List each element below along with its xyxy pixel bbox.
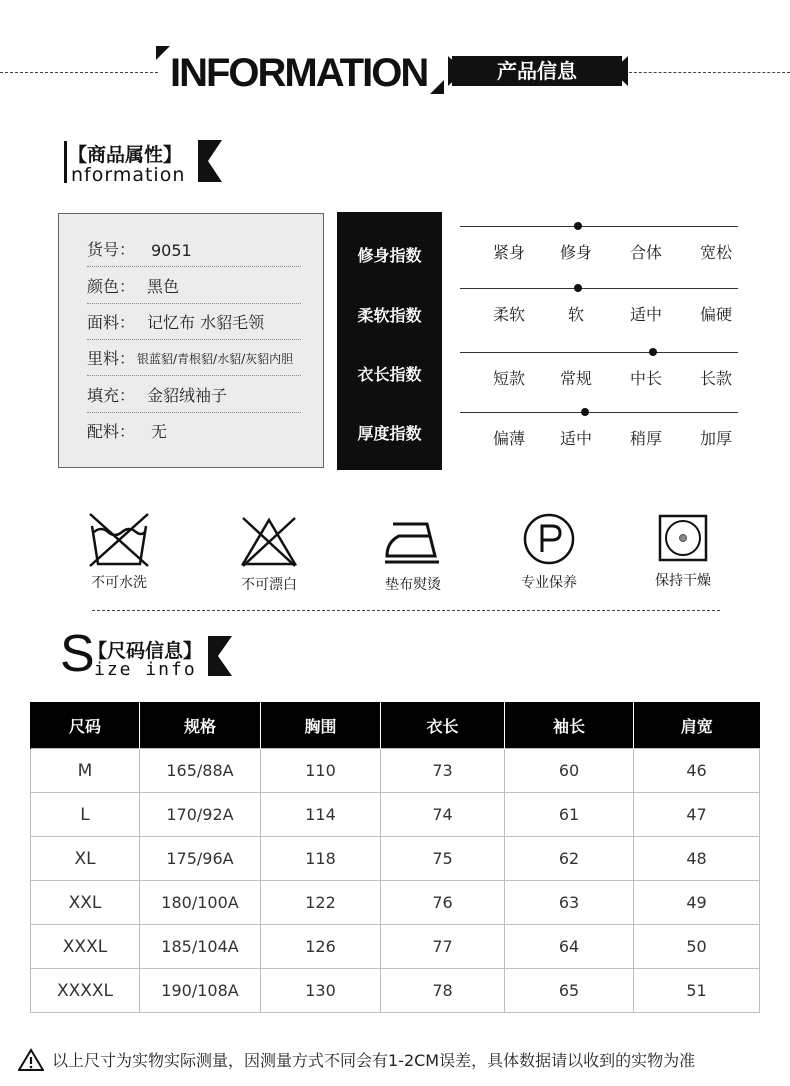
- table-row: [31, 749, 760, 793]
- index-option: 紧身: [492, 243, 525, 262]
- length-index-label: 衣长指数: [357, 365, 422, 384]
- tumble-dry-icon: [658, 514, 708, 562]
- fit-index-label: 修身指数: [357, 246, 422, 265]
- col-header-spec: 规格: [140, 702, 261, 749]
- table-cell: 77: [381, 925, 505, 969]
- product-row-filling: [87, 376, 301, 413]
- table-cell: 78: [381, 969, 505, 1013]
- table-cell: 114: [261, 793, 381, 837]
- table-cell: 61: [505, 793, 634, 837]
- table-cell: 190/108A: [140, 969, 261, 1013]
- table-cell: XL: [31, 837, 140, 881]
- index-option: 柔软: [492, 305, 525, 324]
- index-scale-line: [460, 412, 738, 413]
- table-cell: 47: [634, 793, 760, 837]
- index-label-panel: [337, 212, 442, 470]
- care-label: 不可水洗: [91, 575, 147, 591]
- product-row-sku: [87, 230, 301, 267]
- product-row-label: 面料：: [87, 313, 136, 332]
- size-section-initial: S: [60, 625, 95, 683]
- no-bleach-icon: [239, 514, 299, 568]
- information-title: INFORMATION: [170, 51, 428, 95]
- table-cell: M: [31, 749, 140, 793]
- product-section-subtitle-rest: nformation: [71, 164, 186, 186]
- table-row: [31, 837, 760, 881]
- product-section-subtitle: [70, 164, 185, 186]
- header-dash-left: [0, 72, 158, 73]
- table-cell: 126: [261, 925, 381, 969]
- iron-with-cloth-icon: [383, 516, 443, 566]
- size-section-subtitle: ize info: [94, 659, 197, 680]
- care-no-bleach: [214, 514, 324, 594]
- table-cell: 51: [634, 969, 760, 1013]
- table-cell: 73: [381, 749, 505, 793]
- index-option: 偏硬: [699, 305, 732, 324]
- table-cell: 110: [261, 749, 381, 793]
- footnote: 以上尺寸为实物实际测量，因测量方式不同会有1-2CM误差，具体数据请以收到的实物为准: [52, 1051, 696, 1070]
- header-dash-right: [624, 72, 790, 73]
- product-row-accessories: [87, 412, 301, 448]
- care-dry: [628, 514, 738, 590]
- header-corner-bottom-right: [430, 80, 444, 94]
- size-table-body: [31, 749, 760, 1013]
- col-header-length: 衣长: [381, 702, 505, 749]
- table-row: [31, 793, 760, 837]
- index-option: 短款: [492, 369, 525, 388]
- index-scale-marker: [581, 408, 589, 416]
- product-row-label: 配料：: [87, 422, 136, 441]
- product-row-label: 颜色：: [87, 277, 136, 296]
- care-label: 不可漂白: [241, 577, 297, 593]
- product-row-value: 9051: [151, 241, 192, 260]
- warning-icon: [18, 1048, 44, 1072]
- product-row-value: 银蓝貂/青根貂/水貂/灰貂内胆: [137, 352, 294, 366]
- table-cell: 64: [505, 925, 634, 969]
- col-header-sleeve: 袖长: [505, 702, 634, 749]
- table-cell: 63: [505, 881, 634, 925]
- table-cell: 50: [634, 925, 760, 969]
- index-scale-line: [460, 288, 738, 289]
- product-row-lining: [87, 339, 301, 376]
- index-option: 适中: [559, 429, 592, 448]
- table-cell: 62: [505, 837, 634, 881]
- table-cell: 48: [634, 837, 760, 881]
- product-row-label: 货号：: [87, 240, 136, 259]
- product-row-color: [87, 267, 301, 304]
- index-option: 稍厚: [629, 429, 662, 448]
- index-option: 长款: [699, 369, 732, 388]
- index-option: 偏薄: [492, 429, 525, 448]
- index-scale-marker: [649, 348, 657, 356]
- index-option: 宽松: [699, 243, 732, 262]
- table-cell: L: [31, 793, 140, 837]
- table-cell: 118: [261, 837, 381, 881]
- col-header-size: 尺码: [31, 702, 140, 749]
- col-header-shoulder: 肩宽: [634, 702, 760, 749]
- table-cell: 49: [634, 881, 760, 925]
- product-row-value: 金貂绒袖子: [147, 386, 228, 405]
- care-no-wash: [64, 512, 174, 592]
- table-cell: XXXL: [31, 925, 140, 969]
- product-row-label: 填充：: [87, 386, 136, 405]
- index-option: 软: [567, 305, 584, 324]
- index-scale-line: [460, 352, 738, 353]
- product-row-label: 里料：: [87, 349, 136, 368]
- care-iron-cloth: [358, 516, 468, 594]
- index-option: 适中: [629, 305, 662, 324]
- table-cell: 122: [261, 881, 381, 925]
- table-row: [31, 969, 760, 1013]
- table-cell: XXL: [31, 881, 140, 925]
- index-option: 中长: [629, 369, 662, 388]
- product-section-bar: [64, 141, 67, 183]
- product-row-value: 无: [151, 422, 168, 441]
- table-cell: 165/88A: [140, 749, 261, 793]
- care-label: 专业保养: [521, 575, 577, 591]
- size-section-title: 【尺码信息】: [88, 640, 203, 662]
- care-professional: [494, 512, 604, 592]
- section-chevron-icon: [198, 140, 222, 182]
- index-option: 合体: [629, 243, 662, 262]
- size-table-header: [31, 702, 760, 749]
- header-corner-top-left: [156, 46, 170, 60]
- index-scale-marker: [574, 284, 582, 292]
- thickness-index-label: 厚度指数: [357, 424, 422, 443]
- table-cell: 46: [634, 749, 760, 793]
- table-cell: 175/96A: [140, 837, 261, 881]
- product-attributes-box: [58, 213, 324, 468]
- index-option: 常规: [559, 369, 592, 388]
- index-option: 修身: [559, 243, 592, 262]
- size-table: [30, 702, 760, 1013]
- section-chevron-icon: [208, 636, 232, 676]
- product-row-fabric: [87, 303, 301, 340]
- table-cell: 130: [261, 969, 381, 1013]
- product-row-value: 黑色: [147, 277, 180, 296]
- care-label: 保持干燥: [655, 573, 711, 589]
- softness-index-label: 柔软指数: [357, 306, 422, 325]
- table-cell: 60: [505, 749, 634, 793]
- table-cell: 74: [381, 793, 505, 837]
- table-cell: 65: [505, 969, 634, 1013]
- product-info-tag: [452, 56, 622, 86]
- table-cell: 76: [381, 881, 505, 925]
- table-row: [31, 881, 760, 925]
- no-wash-icon: [88, 512, 150, 568]
- table-cell: XXXXL: [31, 969, 140, 1013]
- index-option: 加厚: [699, 429, 732, 448]
- table-row: [31, 925, 760, 969]
- index-scale-marker: [574, 222, 582, 230]
- table-cell: 180/100A: [140, 881, 261, 925]
- col-header-chest: 胸围: [261, 702, 381, 749]
- index-scale-line: [460, 226, 738, 227]
- table-cell: 185/104A: [140, 925, 261, 969]
- care-label: 垫布熨烫: [385, 577, 441, 593]
- care-divider: [92, 610, 720, 611]
- table-cell: 75: [381, 837, 505, 881]
- product-row-value: 记忆布 水貂毛领: [147, 313, 265, 332]
- product-info-tag-label: 产品信息: [497, 59, 577, 83]
- table-cell: 170/92A: [140, 793, 261, 837]
- product-section-title: 【商品属性】: [68, 144, 183, 166]
- professional-clean-icon: [522, 512, 576, 566]
